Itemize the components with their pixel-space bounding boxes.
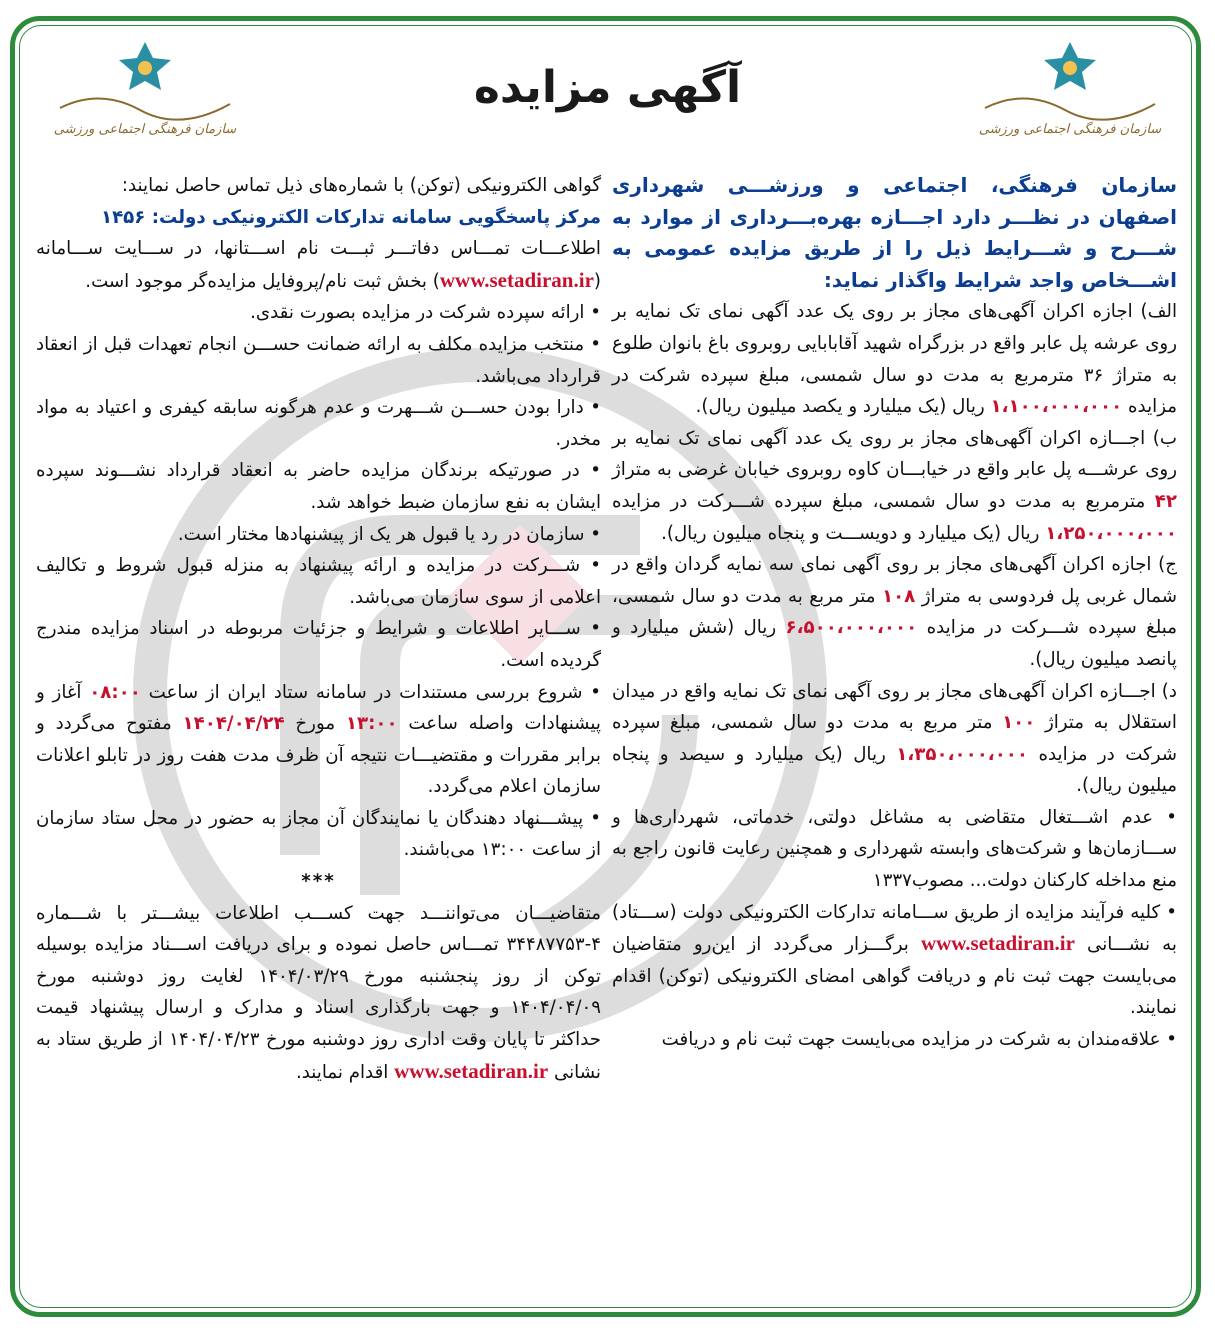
token-contact-text: گواهی الکترونیکی (توکن) با شماره‌های ذیل تماس حاصل نمایند: [121,175,601,196]
amount-c: ۶،۵۰۰،۰۰۰،۰۰۰ [785,617,918,639]
open-time: ۱۳:۰۰ [345,713,398,735]
bullet-item: • کلیه فرآیند مزایده از طریق ســـامانه تدارکات الکترونیکی دولت (ســـتاد) به نشـــانی www.setadiran.ir برگـــزار می‌گردد از این‌رو متقاضیان می‌بایست جهت ثبت نام و دریافت گواهی امضای الکترونیکی (توکن) اقدام نمایند. [612,897,1177,1024]
open-date: ۱۴۰۴/۰۴/۲۴ [182,713,285,735]
area-c: ۱۰۸ [881,585,916,607]
area-d: ۱۰۰ [1002,712,1036,734]
bullet-item: • ســـایر اطلاعات و شرایط و جزئیات مربوطه در اسناد مزایده مندرج گردیده است. [36,613,601,676]
area-b: ۴۲ [1154,490,1177,512]
amount-b: ۱،۲۵۰،۰۰۰،۰۰۰ [1045,522,1177,544]
registration-offices-text: اطلاعـــات تمـــاس دفاتـــر ثبـــت نام اســـتانها، در ســـایت ســـامانه (www.setadiran.ir) بخش ثبت نام/پروفایل مزایده‌گر موجود است. [36,238,601,292]
intro-paragraph: سازمان فرهنگی، اجتماعی و ورزشـــی شهرداری اصفهان در نظـــر دارد اجـــازه بهره‌بـــرداری از موارد به شـــرح و شـــرایط ذیل را از طریق مزایده عمومی به اشـــخاص واجد شرایط واگذار نماید: [612,173,1177,292]
bullet-item: • پیشـــنهاد دهندگان یا نمایندگان آن مجاز به حضور در محل ستاد سازمان از ساعت ۱۳:۰۰ می‌باشند. [36,803,601,866]
bullet-item: • در صورتیکه برندگان مزایده حاضر به انعقاد قرارداد نشـــوند سپرده ایشان به نفع سازمان ضبط خواهد شد. [36,455,601,518]
start-time: ۰۸:۰۰ [89,681,141,703]
item-b: ب) اجـــازه اکران آگهی‌های مجاز بر روی یک عدد آگهی نمای تک نمایه بر روی عرشـــه پل عابر واقع در خیابـــان کاوه روبروی خیابان غرضی به متراژ ۴۲ مترمربع به مدت دو سال شمسی، مبلغ سپرده شـــرکت در مزایده ۱،۲۵۰،۰۰۰،۰۰۰ ریال (یک میلیارد و دویســـت و پنجاه میلیون ریال). [612,427,1177,544]
svg-text:سازمان فرهنگی اجتماعی ورزشی: سازمان فرهنگی اجتماعی ورزشی [53,122,237,137]
bullet-item: • سازمان در رد یا قبول هر یک از پیشنهادها مختار است. [36,519,601,551]
bullet-item: • ارائه سپرده شرکت در مزایده بصورت نقدی. [36,297,601,329]
page-title: آگهی مزایده [473,62,742,113]
closing-paragraph: متقاضیـــان می‌تواننـــد جهت کســـب اطلاعات بیشـــتر با شـــماره ۴-۳۴۴۸۷۷۵۳ تمـــاس حاصل نموده و برای دریافت اســـناد مزایده بوسیله توکن از روز پنجشنبه مورخ ۱۴۰۴/۰۳/۲۹ لغایت روز دوشنبه مورخ ۱۴۰۴/۰۴/۰۹ و جهت بارگذاری اسناد و مدارک و ارسال پیشنهاد قیمت حداکثر تا پایان وقت اداری روز دوشنبه مورخ ۱۴۰۴/۰۴/۲۳ از طریق ستاد به نشانی www.setadiran.ir اقدام نمایند. [36,902,601,1083]
amount-a: ۱،۱۰۰،۰۰۰،۰۰۰ [990,396,1123,418]
amount-d: ۱،۳۵۰،۰۰۰،۰۰۰ [896,743,1029,765]
bullet-item: • شـــرکت در مزایده و ارائه پیشنهاد به منزله قبول شروط و تکالیف اعلامی از سوی سازمان می‌باشد. [36,550,601,613]
bullet-item: • عدم اشـــتغال متقاضی به مشاغل دولتی، خدماتی، شهرداری‌ها و ســـازمان‌ها و شرکت‌های وابسته شهرداری و همچنین رعایت قانون راجع به منع مداخله کارکنان دولت... مصوب۱۳۳۷ [612,802,1177,897]
setadiran-link[interactable]: www.setadiran.ir [394,1058,549,1083]
setadiran-link[interactable]: www.setadiran.ir [920,931,1075,956]
bullet-item: • دارا بودن حســـن شـــهرت و عدم هرگونه سابقه کیفری و اعتیاد به مواد مخدر. [36,392,601,455]
svg-text:سازمان فرهنگی اجتماعی ورزشی: سازمان فرهنگی اجتماعی ورزشی [978,122,1162,137]
item-d: د) اجـــازه اکران آگهی‌های مجاز بر روی آگهی نمای تک نمایه واقع در میدان استقلال به متراژ ۱۰۰ متر مربع به مدت دو سال شمسی، مبلغ سپرده شرکت در مزایده ۱،۳۵۰،۰۰۰،۰۰۰ ریال (یک میلیارد و سیصد و پنجاه میلیون ریال). [612,680,1177,797]
right-column [612,170,1177,1056]
setadiran-link[interactable]: www.setadiran.ir [439,267,594,292]
left-column [36,170,601,1088]
schedule-text: • شروع بررسی مستندات در سامانه ستاد ایران از ساعت ۰۸:۰۰ آغاز و پیشنهادات واصله ساعت ۱۳:۰۰ مورخ ۱۴۰۴/۰۴/۲۴ مفتوح می‌گردد و برابر مقررات و مقتضیـــات نتیجه آن ظرف مدت هفت روز در تابلو اعلانات سازمان اعلام می‌گردد. [36,677,601,803]
support-center-text: مرکز پاسخگویی سامانه تدارکات الکترونیکی دولت: ۱۴۵۶ [100,206,601,228]
item-c: ج) اجازه اکران آگهی‌های مجاز بر روی آگهی نمای سه نمایه گردان واقع در شمال غربی پل فردوسی به متراژ ۱۰۸ متر مربع به مدت دو سال شمسی، مبلغ سپرده شـــرکت در مزایده ۶،۵۰۰،۰۰۰،۰۰۰ ریال (شش میلیارد و پانصد میلیون ریال). [612,554,1177,670]
separator-stars: *** [301,871,336,893]
item-a: الف) اجازه اکران آگهی‌های مجاز بر روی یک عدد آگهی نمای تک نمایه بر روی عرشه پل عابر واقع در بزرگراه شهید آقابابایی روبروی باغ بانوان طلوع به متراژ ۳۶ مترمربع به مدت دو سال شمسی، مبلغ سپرده شرکت در مزایده ۱،۱۰۰،۰۰۰،۰۰۰ ریال (یک میلیارد و یکصد میلیون ریال). [612,301,1178,418]
bullet-item: • علاقه‌مندان به شرکت در مزایده می‌بایست جهت ثبت نام و دریافت [612,1024,1177,1056]
bullet-item: • منتخب مزایده مکلف به ارائه ضمانت حســـن انجام تعهدات قبل از انعقاد قرارداد می‌باشد. [36,329,601,392]
